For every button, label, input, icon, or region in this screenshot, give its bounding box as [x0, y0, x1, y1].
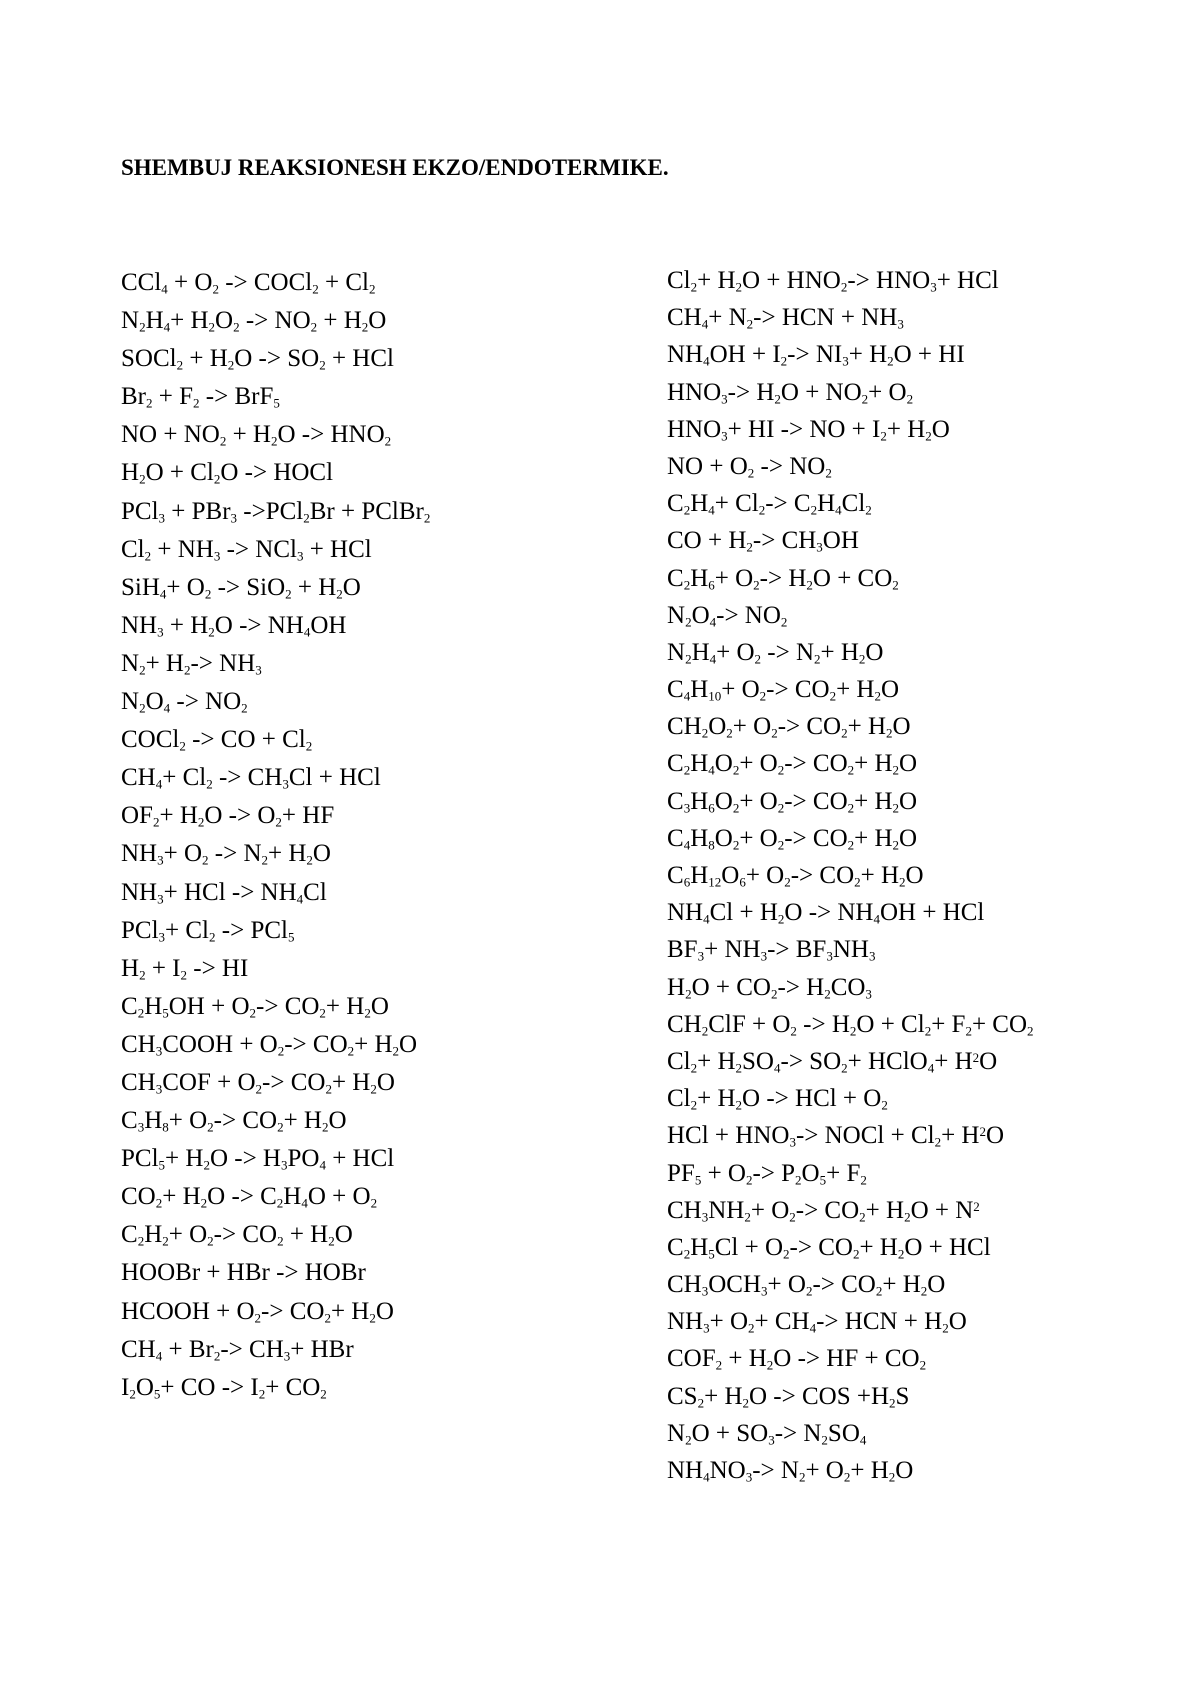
- left-equation-list: [121, 264, 430, 1407]
- right-equation: $Cl_2+ H_2SO_4-> SO_2+$ HClO$_4$+ $H^2O$: [667, 1047, 998, 1076]
- right-equation: $H_2O + CO_2-> H_2CO_3$: [667, 973, 872, 1002]
- right-equation: $BF_3+ NH_3-> BF_3NH_3$: [667, 936, 876, 964]
- right-equation: $CH_2O_2+ O_2-> CO_2+ H_2O$: [667, 713, 911, 741]
- right-equation: $C_6H_{12}O_6+ O_2-> CO_2+ H_2O$: [667, 862, 924, 890]
- left-equation: $I_2O_5+$ CO -> $I_2+ CO_2$: [121, 1373, 327, 1402]
- right-equation: $N_2H_4+ O_2 -> N_2+ H_2O$: [667, 638, 884, 667]
- right-equation: $NH_3+ O_2+ CH_4->$ HCN + $H_2O$: [667, 1308, 967, 1336]
- left-equation: $C_3H_8+ O_2-> CO_2+ H_2O$: [121, 1107, 347, 1135]
- right-equation: $N_2O_4-> NO_2$: [667, 601, 788, 630]
- right-equation: $N_2O + SO_3-> N_2SO_4$: [667, 1419, 867, 1448]
- right-equation: $CH_3OCH_3+ O_2-> CO_2+ H_2O$: [667, 1271, 946, 1299]
- right-equation: $C_4H_{10}+ O_2-> CO_2+ H_2O$: [667, 676, 900, 704]
- left-equation: HOOBr + HBr -> HOBr: [121, 1259, 366, 1287]
- left-equation: $CH_3COOH + O_2-> CO_2+ H_2O$: [121, 1030, 418, 1059]
- right-equation: $C_3H_6O_2+ O_2-> CO_2+ H_2O$: [667, 787, 918, 816]
- left-equation: $N_2O_4 -> NO_2$: [121, 688, 248, 716]
- right-equation: $NH_4NO_3-> N_2+ O_2+ H_2O$: [667, 1457, 914, 1485]
- right-equation: HCl + $HNO_3->$ NOCl + $Cl_2+ H^2O$: [667, 1122, 1005, 1150]
- left-equation: $CH_4 + Br_2-> CH_3+$ HBr: [121, 1335, 354, 1364]
- left-equation: HCOOH + $O_2-> CO_2+ H_2O$: [121, 1297, 394, 1326]
- left-equation: $Cl_2 + NH_3 -> NCl_3$ + HCl: [121, 535, 372, 564]
- left-equation: $CCl_4 + O_2$ -> COCl$_2$ + $Cl_2$: [121, 269, 376, 297]
- right-equation: $NH_4OH + I_2-> NI_3+ H_2O$ + HI: [667, 341, 965, 369]
- right-equation: $NH_4Cl + H_2O -> NH_4OH$ + HCl: [667, 899, 985, 927]
- right-equation-list: [667, 262, 1034, 1489]
- left-equation: NO + $NO_2 + H_2O -> HNO_2$: [121, 421, 392, 449]
- document-title: SHEMBUJ REAKSIONESH EKZO/ENDOTERMIKE.: [121, 155, 669, 180]
- left-equation: $N_2+ H_2-> NH_3$: [121, 649, 262, 678]
- left-equation: $CO_2+ H_2O -> C_2H_4O + O_2$: [121, 1183, 378, 1211]
- left-equation: $C_2H_2+ O_2-> CO_2 + H_2O$: [121, 1221, 353, 1249]
- left-equation: $SiH_4+ O_2 -> SiO_2 + H_2O$: [121, 573, 361, 602]
- right-equation: $CH_4+ N_2->$ HCN + $NH_3$: [667, 304, 904, 332]
- left-equation: SOCl$_2$ + $H_2O -> SO_2$ + HCl: [121, 345, 394, 373]
- right-equation: $C_2H_4O_2+ O_2-> CO_2+ H_2O$: [667, 750, 918, 779]
- right-equation: $COF_2 + H_2O$ -> HF + $CO_2$: [667, 1345, 927, 1374]
- right-equation: $C_4H_8O_2+ O_2-> CO_2+ H_2O$: [667, 824, 918, 853]
- right-equation: $C_2H_5Cl + O_2-> CO_2+ H_2O$ + HCl: [667, 1233, 991, 1262]
- right-equation: $Cl_2+ H_2O + HNO_2-> HNO_3+$ HCl: [667, 267, 999, 295]
- left-equation: $PCl_3+ Cl_2 -> PCl_5$: [121, 916, 295, 945]
- right-equation: $HNO_3-> H_2O + NO_2+ O_2$: [667, 378, 914, 407]
- left-equation: $NH_3 + H_2O -> NH_4OH$: [121, 611, 347, 640]
- left-equation: COCl$_2$ -> CO + $Cl_2$: [121, 726, 313, 754]
- left-equation: $NH_3+ O_2 -> N_2+ H_2O$: [121, 840, 331, 869]
- right-equation: $C_2H_4+ Cl_2-> C_2H_4Cl_2$: [667, 490, 872, 518]
- left-equation: PCl$_3$ + PBr$_3$ ->PCl$_2$Br + PClBr$_2$: [121, 497, 431, 526]
- right-equation: $CS_2+ H_2O$ -> COS $+H_2S$: [667, 1382, 910, 1411]
- right-equation: $Cl_2+ H_2O$ -> HCl + $O_2$: [667, 1085, 888, 1113]
- right-equation: $CH_2ClF + O_2 -> H_2O + Cl_2+ F_2+ CO_2$: [667, 1010, 1034, 1039]
- right-equation: $C_2H_6+ O_2-> H_2O + CO_2$: [667, 564, 899, 593]
- right-equation: NO + $O_2 -> NO_2$: [667, 452, 832, 481]
- right-equation: $CH_3NH_2+ O_2-> CO_2+ H_2O + N^2$: [667, 1196, 980, 1225]
- left-equation: $Br_2 + F_2 -> BrF_5$: [121, 383, 280, 411]
- right-equation: CO + $H_2-> CH_3OH$: [667, 527, 859, 555]
- left-equation: $N_2H_4+ H_2O_2 -> NO_2 + H_2O$: [121, 307, 387, 335]
- left-equation: $CH_4+ Cl_2 -> CH_3Cl$ + HCl: [121, 764, 381, 792]
- left-equation: $NH_3+$ HCl -> $NH_4Cl$: [121, 878, 327, 907]
- right-equation: $HNO_3+$ HI -> NO + $I_2+ H_2O$: [667, 415, 950, 444]
- left-equation: $OF_2+ H_2O -> O_2+$ HF: [121, 802, 335, 830]
- left-equation: $CH_3COF + O_2-> CO_2+ H_2O$: [121, 1068, 395, 1097]
- left-equation: $H_2 + I_2$ -> HI: [121, 954, 249, 983]
- left-equation: $H_2O + Cl_2O$ -> HOCl: [121, 459, 334, 488]
- left-equation: $C_2H_5OH + O_2-> CO_2+ H_2O$: [121, 992, 389, 1021]
- left-equation: $PCl_5+ H_2O -> H_3PO_4$ + HCl: [121, 1145, 395, 1173]
- right-equation: $PF_5 + O_2-> P_2O_5+ F_2$: [667, 1159, 867, 1188]
